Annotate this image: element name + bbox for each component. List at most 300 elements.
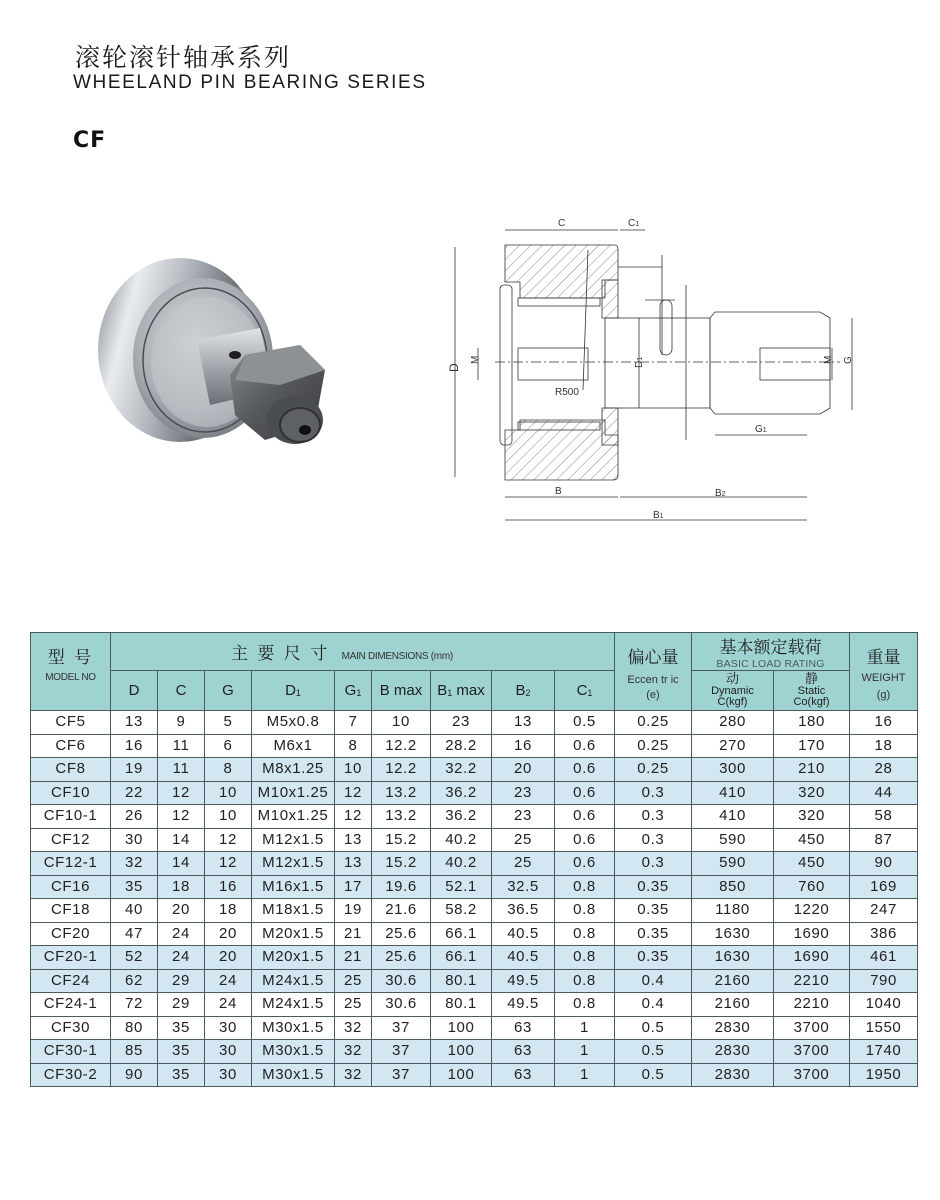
table-row xyxy=(31,993,918,1017)
cell-D: 85 xyxy=(111,1040,158,1064)
cell-dyn: 2830 xyxy=(692,1016,774,1040)
cell-B1max: 66.1 xyxy=(431,922,492,946)
cell-G1: 17 xyxy=(335,875,372,899)
cell-weight: 87 xyxy=(850,828,918,852)
cell-stat: 170 xyxy=(774,734,850,758)
table-row xyxy=(31,805,918,829)
cell-dyn: 2160 xyxy=(692,969,774,993)
header-model-en: MODEL NO xyxy=(45,671,96,683)
svg-text:G1: G1 xyxy=(755,424,767,435)
cell-G1: 25 xyxy=(335,969,372,993)
table-row xyxy=(31,946,918,970)
col-C1 xyxy=(555,671,615,711)
cell-C: 14 xyxy=(158,852,205,876)
cell-G: 30 xyxy=(205,1040,252,1064)
cell-Bmax: 10 xyxy=(372,711,431,735)
cell-Bmax: 12.2 xyxy=(372,758,431,782)
cell-C1: 0.5 xyxy=(555,711,615,735)
cell-e: 0.3 xyxy=(615,852,692,876)
col-G1-sub: 1 xyxy=(356,688,362,698)
cell-Bmax: 30.6 xyxy=(372,969,431,993)
cell-G1: 32 xyxy=(335,1016,372,1040)
cell-dyn: 410 xyxy=(692,805,774,829)
table-row xyxy=(31,852,918,876)
cell-B2: 40.5 xyxy=(492,946,555,970)
table-row xyxy=(31,828,918,852)
cell-B1max: 100 xyxy=(431,1040,492,1064)
col-D: D xyxy=(111,671,158,711)
cell-weight: 1040 xyxy=(850,993,918,1017)
col-static-cn: 静 xyxy=(804,672,818,687)
cell-dyn: 850 xyxy=(692,875,774,899)
cell-D1: M12x1.5 xyxy=(252,828,335,852)
col-G1-main: G xyxy=(344,682,357,699)
cell-C1: 0.8 xyxy=(555,969,615,993)
cell-Bmax: 25.6 xyxy=(372,922,431,946)
cell-D: 26 xyxy=(111,805,158,829)
cell-G: 6 xyxy=(205,734,252,758)
cell-C: 11 xyxy=(158,734,205,758)
cell-C1: 0.8 xyxy=(555,993,615,1017)
cell-C: 11 xyxy=(158,758,205,782)
cell-D1: M10x1.25 xyxy=(252,781,335,805)
cell-G1: 12 xyxy=(335,805,372,829)
cell-stat: 180 xyxy=(774,711,850,735)
cell-stat: 3700 xyxy=(774,1016,850,1040)
header-model-cn: 型 号 xyxy=(47,647,94,668)
cell-model: CF20-1 xyxy=(31,946,111,970)
cell-weight: 1740 xyxy=(850,1040,918,1064)
cell-G: 20 xyxy=(205,922,252,946)
cell-G1: 32 xyxy=(335,1063,372,1087)
cell-stat: 320 xyxy=(774,781,850,805)
cell-D1: M30x1.5 xyxy=(252,1040,335,1064)
col-G: G xyxy=(205,671,252,711)
cell-C: 14 xyxy=(158,828,205,852)
svg-text:G: G xyxy=(843,356,854,364)
svg-text:B: B xyxy=(555,486,562,497)
cell-G1: 25 xyxy=(335,993,372,1017)
table-row xyxy=(31,922,918,946)
cell-model: CF24-1 xyxy=(31,993,111,1017)
cell-B1max: 66.1 xyxy=(431,946,492,970)
svg-text:R500: R500 xyxy=(555,387,579,398)
cell-e: 0.35 xyxy=(615,899,692,923)
cell-stat: 320 xyxy=(774,805,850,829)
cell-G1: 13 xyxy=(335,852,372,876)
cell-D1: M30x1.5 xyxy=(252,1016,335,1040)
cell-G1: 21 xyxy=(335,946,372,970)
col-C1-main: C xyxy=(576,682,588,699)
cell-stat: 2210 xyxy=(774,993,850,1017)
svg-text:D1: D1 xyxy=(634,356,645,368)
cell-Bmax: 37 xyxy=(372,1063,431,1087)
cell-G: 18 xyxy=(205,899,252,923)
cell-B2: 25 xyxy=(492,852,555,876)
cell-weight: 790 xyxy=(850,969,918,993)
cell-weight: 247 xyxy=(850,899,918,923)
cell-stat: 1690 xyxy=(774,922,850,946)
cell-C1: 1 xyxy=(555,1016,615,1040)
cell-D: 22 xyxy=(111,781,158,805)
cell-dyn: 2830 xyxy=(692,1063,774,1087)
cell-e: 0.35 xyxy=(615,922,692,946)
col-D1-sub: 1 xyxy=(295,688,301,698)
cell-G1: 13 xyxy=(335,828,372,852)
cell-G1: 19 xyxy=(335,899,372,923)
cell-D1: M12x1.5 xyxy=(252,852,335,876)
cell-G1: 8 xyxy=(335,734,372,758)
cell-C1: 0.8 xyxy=(555,946,615,970)
spec-table xyxy=(30,632,918,1087)
cell-C: 29 xyxy=(158,993,205,1017)
cell-D: 47 xyxy=(111,922,158,946)
svg-text:B2: B2 xyxy=(715,488,726,499)
cell-D: 13 xyxy=(111,711,158,735)
cell-C: 35 xyxy=(158,1016,205,1040)
cell-stat: 2210 xyxy=(774,969,850,993)
cell-G: 24 xyxy=(205,969,252,993)
cell-Bmax: 19.6 xyxy=(372,875,431,899)
cell-weight: 169 xyxy=(850,875,918,899)
header-eccentric xyxy=(615,633,692,711)
cell-e: 0.35 xyxy=(615,946,692,970)
cell-D: 19 xyxy=(111,758,158,782)
cell-C: 12 xyxy=(158,805,205,829)
cell-D1: M24x1.5 xyxy=(252,993,335,1017)
col-Bmax: B max xyxy=(372,671,431,711)
cell-D: 80 xyxy=(111,1016,158,1040)
cell-dyn: 590 xyxy=(692,852,774,876)
cell-D1: M30x1.5 xyxy=(252,1063,335,1087)
cell-C1: 0.6 xyxy=(555,781,615,805)
header-weight-unit: (g) xyxy=(876,688,891,701)
cell-B2: 32.5 xyxy=(492,875,555,899)
cell-e: 0.5 xyxy=(615,1016,692,1040)
series-code: CF xyxy=(73,128,107,153)
col-B1max-sub: 1 xyxy=(447,688,453,698)
cell-dyn: 1630 xyxy=(692,922,774,946)
cell-G1: 32 xyxy=(335,1040,372,1064)
cell-Bmax: 13.2 xyxy=(372,805,431,829)
cell-Bmax: 13.2 xyxy=(372,781,431,805)
cell-G: 30 xyxy=(205,1016,252,1040)
cell-C1: 0.6 xyxy=(555,828,615,852)
cell-model: CF30 xyxy=(31,1016,111,1040)
technical-drawing xyxy=(440,200,870,530)
cell-D1: M18x1.5 xyxy=(252,899,335,923)
cell-e: 0.3 xyxy=(615,781,692,805)
cell-C: 18 xyxy=(158,875,205,899)
cell-Bmax: 12.2 xyxy=(372,734,431,758)
cell-Bmax: 15.2 xyxy=(372,852,431,876)
cell-weight: 1550 xyxy=(850,1016,918,1040)
cell-C1: 0.8 xyxy=(555,899,615,923)
page-title-chinese: 滚轮滚针轴承系列 xyxy=(75,43,292,72)
cell-B1max: 100 xyxy=(431,1016,492,1040)
cell-B1max: 23 xyxy=(431,711,492,735)
cell-Bmax: 25.6 xyxy=(372,946,431,970)
col-G1 xyxy=(335,671,372,711)
col-C: C xyxy=(158,671,205,711)
cell-weight: 18 xyxy=(850,734,918,758)
cell-G: 5 xyxy=(205,711,252,735)
col-B2 xyxy=(492,671,555,711)
cell-model: CF18 xyxy=(31,899,111,923)
cell-C1: 0.8 xyxy=(555,875,615,899)
cell-Bmax: 30.6 xyxy=(372,993,431,1017)
col-B2-main: B xyxy=(515,682,526,699)
cell-weight: 1950 xyxy=(850,1063,918,1087)
cell-stat: 1690 xyxy=(774,946,850,970)
cell-G: 10 xyxy=(205,805,252,829)
cell-D1: M16x1.5 xyxy=(252,875,335,899)
col-dynamic-unit: C(kgf) xyxy=(717,696,748,708)
cell-D1: M8x1.25 xyxy=(252,758,335,782)
cell-C: 12 xyxy=(158,781,205,805)
cell-D: 62 xyxy=(111,969,158,993)
cell-dyn: 270 xyxy=(692,734,774,758)
cell-G1: 7 xyxy=(335,711,372,735)
table-row xyxy=(31,875,918,899)
cell-dyn: 2160 xyxy=(692,993,774,1017)
spec-table-body xyxy=(31,711,918,1087)
col-dynamic-cn: 动 xyxy=(725,672,739,687)
cell-B1max: 100 xyxy=(431,1063,492,1087)
cell-model: CF5 xyxy=(31,711,111,735)
table-row xyxy=(31,734,918,758)
cell-G: 16 xyxy=(205,875,252,899)
cell-D: 16 xyxy=(111,734,158,758)
cell-e: 0.3 xyxy=(615,805,692,829)
cell-dyn: 300 xyxy=(692,758,774,782)
cell-model: CF20 xyxy=(31,922,111,946)
cell-stat: 450 xyxy=(774,828,850,852)
cell-B1max: 32.2 xyxy=(431,758,492,782)
cell-model: CF6 xyxy=(31,734,111,758)
cell-B2: 40.5 xyxy=(492,922,555,946)
cell-weight: 44 xyxy=(850,781,918,805)
cell-C1: 0.6 xyxy=(555,852,615,876)
cell-e: 0.35 xyxy=(615,875,692,899)
table-row xyxy=(31,758,918,782)
header-ecc-cn: 偏心量 xyxy=(627,647,679,668)
cell-e: 0.25 xyxy=(615,711,692,735)
cell-G: 20 xyxy=(205,946,252,970)
cell-model: CF10-1 xyxy=(31,805,111,829)
cell-G: 12 xyxy=(205,828,252,852)
cell-C1: 0.6 xyxy=(555,758,615,782)
cell-B2: 25 xyxy=(492,828,555,852)
cell-C1: 1 xyxy=(555,1040,615,1064)
cell-B2: 36.5 xyxy=(492,899,555,923)
col-dynamic-en: Dynamic xyxy=(711,685,754,697)
svg-text:C1: C1 xyxy=(628,218,640,229)
cell-e: 0.4 xyxy=(615,993,692,1017)
table-row xyxy=(31,969,918,993)
cell-D: 30 xyxy=(111,828,158,852)
cell-e: 0.3 xyxy=(615,828,692,852)
cell-weight: 90 xyxy=(850,852,918,876)
cell-e: 0.25 xyxy=(615,758,692,782)
header-main-dimensions xyxy=(111,633,615,671)
cell-C: 20 xyxy=(158,899,205,923)
cell-C: 9 xyxy=(158,711,205,735)
cell-B1max: 28.2 xyxy=(431,734,492,758)
cell-B1max: 36.2 xyxy=(431,805,492,829)
cell-B2: 23 xyxy=(492,781,555,805)
cell-C1: 0.6 xyxy=(555,805,615,829)
cell-stat: 450 xyxy=(774,852,850,876)
cell-stat: 3700 xyxy=(774,1063,850,1087)
cell-C: 24 xyxy=(158,946,205,970)
col-static xyxy=(774,671,850,711)
cell-B2: 63 xyxy=(492,1040,555,1064)
cell-B1max: 80.1 xyxy=(431,969,492,993)
header-main-en: MAIN DIMENSIONS (mm) xyxy=(341,651,453,662)
cell-B2: 49.5 xyxy=(492,969,555,993)
cell-D1: M20x1.5 xyxy=(252,922,335,946)
cell-dyn: 1630 xyxy=(692,946,774,970)
header-weight-cn: 重量 xyxy=(866,647,901,668)
cell-C: 35 xyxy=(158,1040,205,1064)
cell-model: CF24 xyxy=(31,969,111,993)
cell-C1: 1 xyxy=(555,1063,615,1087)
table-row xyxy=(31,711,918,735)
cell-B2: 23 xyxy=(492,805,555,829)
header-load-cn: 基本额定载荷 xyxy=(719,638,822,658)
cell-model: CF12-1 xyxy=(31,852,111,876)
cell-Bmax: 15.2 xyxy=(372,828,431,852)
cell-Bmax: 37 xyxy=(372,1040,431,1064)
cell-B1max: 52.1 xyxy=(431,875,492,899)
col-dynamic xyxy=(692,671,774,711)
cell-C: 35 xyxy=(158,1063,205,1087)
cell-dyn: 2830 xyxy=(692,1040,774,1064)
cell-B2: 13 xyxy=(492,711,555,735)
header-main-cn: 主 要 尺 寸 xyxy=(231,644,330,664)
cell-D1: M10x1.25 xyxy=(252,805,335,829)
svg-text:M: M xyxy=(470,355,481,364)
svg-text:D: D xyxy=(447,363,461,372)
col-static-unit: Co(kgf) xyxy=(793,696,830,708)
cell-dyn: 410 xyxy=(692,781,774,805)
cell-B1max: 58.2 xyxy=(431,899,492,923)
bearing-photo xyxy=(85,240,345,480)
cell-D1: M6x1 xyxy=(252,734,335,758)
svg-text:M: M xyxy=(823,355,834,364)
cell-Bmax: 37 xyxy=(372,1016,431,1040)
cell-C1: 0.6 xyxy=(555,734,615,758)
cell-weight: 386 xyxy=(850,922,918,946)
svg-text:C: C xyxy=(558,218,566,229)
cell-C1: 0.8 xyxy=(555,922,615,946)
cell-stat: 760 xyxy=(774,875,850,899)
cell-model: CF10 xyxy=(31,781,111,805)
cell-weight: 28 xyxy=(850,758,918,782)
svg-text:B1: B1 xyxy=(653,510,664,521)
cell-stat: 1220 xyxy=(774,899,850,923)
cell-model: CF12 xyxy=(31,828,111,852)
cell-model: CF16 xyxy=(31,875,111,899)
col-D1 xyxy=(252,671,335,711)
cell-G: 24 xyxy=(205,993,252,1017)
cell-D: 35 xyxy=(111,875,158,899)
cell-C: 24 xyxy=(158,922,205,946)
cell-weight: 461 xyxy=(850,946,918,970)
cell-e: 0.25 xyxy=(615,734,692,758)
header-load-rating xyxy=(692,633,850,671)
cell-model: CF30-2 xyxy=(31,1063,111,1087)
cell-D: 52 xyxy=(111,946,158,970)
col-B2-sub: 2 xyxy=(525,688,531,698)
header-weight-en: WEIGHT xyxy=(861,671,906,684)
cell-model: CF8 xyxy=(31,758,111,782)
cell-G1: 12 xyxy=(335,781,372,805)
table-row xyxy=(31,1063,918,1087)
cell-B2: 63 xyxy=(492,1063,555,1087)
col-B1max-main: B xyxy=(437,682,448,699)
cell-G1: 21 xyxy=(335,922,372,946)
cell-model: CF30-1 xyxy=(31,1040,111,1064)
header-load-en: BASIC LOAD RATING xyxy=(716,658,825,670)
col-B1max xyxy=(431,671,492,711)
cell-D: 72 xyxy=(111,993,158,1017)
header-model xyxy=(31,633,111,711)
cell-Bmax: 21.6 xyxy=(372,899,431,923)
cell-D: 32 xyxy=(111,852,158,876)
cell-stat: 210 xyxy=(774,758,850,782)
table-row xyxy=(31,1016,918,1040)
col-static-en: Static xyxy=(797,685,826,697)
cell-B1max: 36.2 xyxy=(431,781,492,805)
cell-e: 0.4 xyxy=(615,969,692,993)
cell-B2: 16 xyxy=(492,734,555,758)
cell-G: 30 xyxy=(205,1063,252,1087)
cell-G: 10 xyxy=(205,781,252,805)
header-ecc-en: Eccen tr ic xyxy=(627,673,679,686)
cell-C: 29 xyxy=(158,969,205,993)
header-weight xyxy=(850,633,918,711)
col-C1-sub: 1 xyxy=(587,688,593,698)
cell-dyn: 590 xyxy=(692,828,774,852)
cell-B1max: 40.2 xyxy=(431,828,492,852)
cell-B2: 49.5 xyxy=(492,993,555,1017)
cell-G1: 10 xyxy=(335,758,372,782)
cell-D1: M24x1.5 xyxy=(252,969,335,993)
cell-B2: 20 xyxy=(492,758,555,782)
cell-e: 0.5 xyxy=(615,1040,692,1064)
cell-G: 12 xyxy=(205,852,252,876)
cell-D1: M20x1.5 xyxy=(252,946,335,970)
cell-D: 90 xyxy=(111,1063,158,1087)
cell-e: 0.5 xyxy=(615,1063,692,1087)
header-ecc-sym: (e) xyxy=(646,688,660,701)
cell-D1: M5x0.8 xyxy=(252,711,335,735)
cell-B2: 63 xyxy=(492,1016,555,1040)
cell-dyn: 1180 xyxy=(692,899,774,923)
page-title-english: WHEELAND PIN BEARING SERIES xyxy=(73,72,427,93)
cell-G: 8 xyxy=(205,758,252,782)
cell-stat: 3700 xyxy=(774,1040,850,1064)
cell-weight: 16 xyxy=(850,711,918,735)
cell-B1max: 40.2 xyxy=(431,852,492,876)
table-row xyxy=(31,899,918,923)
cell-dyn: 280 xyxy=(692,711,774,735)
cell-weight: 58 xyxy=(850,805,918,829)
cell-D: 40 xyxy=(111,899,158,923)
col-D1-main: D xyxy=(285,682,296,699)
